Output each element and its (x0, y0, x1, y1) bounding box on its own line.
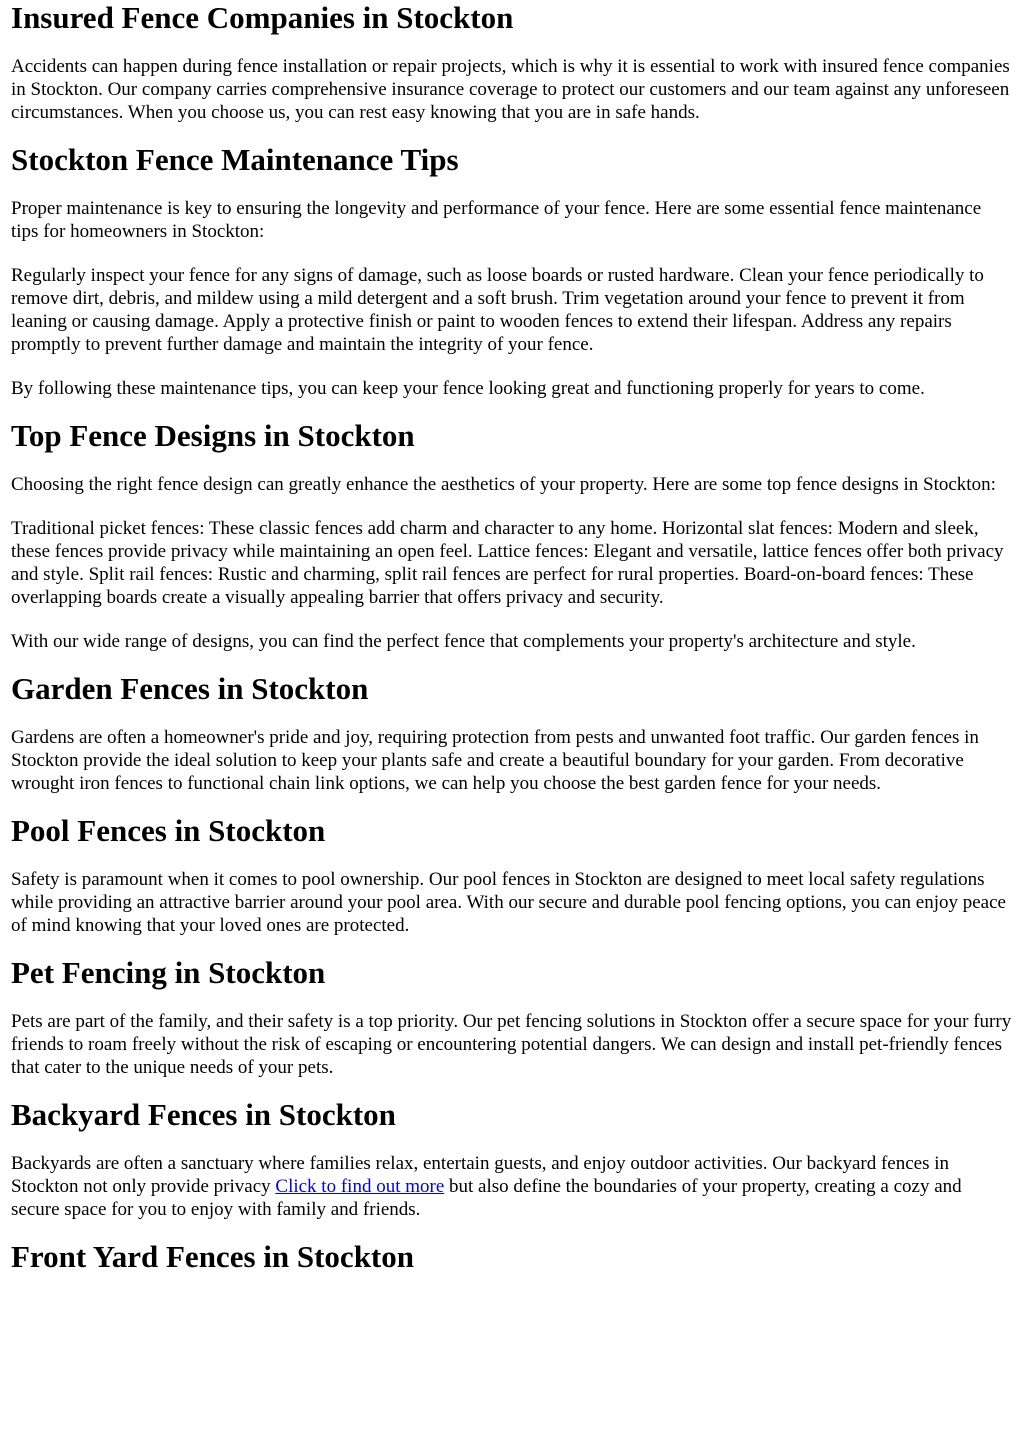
find-out-more-link[interactable]: Click to find out more (275, 1176, 445, 1197)
section-paragraph: Choosing the right fence design can greatly enhance the aesthetics of your property. Here are some top fence designs in Stockton: (11, 474, 996, 495)
section-heading: Front Yard Fences in Stockton (11, 1239, 414, 1274)
section-heading: Stockton Fence Maintenance Tips (11, 142, 459, 177)
section-maintenance-tips (11, 142, 1013, 400)
section-heading: Backyard Fences in Stockton (11, 1097, 396, 1132)
section-heading: Top Fence Designs in Stockton (11, 418, 415, 453)
section-paragraph (11, 1152, 1013, 1221)
section-paragraph: With our wide range of designs, you can find the perfect fence that complements your property's architecture and style. (11, 631, 916, 652)
section-heading: Garden Fences in Stockton (11, 671, 369, 706)
section-paragraph: Safety is paramount when it comes to pool ownership. Our pool fences in Stockton are designed to meet local safety regulations while providing an attractive barrier around your pool area. With our secure and durable pool fencing options, you can enjoy peace of mind knowing that your loved ones are protected. (11, 869, 1006, 936)
section-paragraph: By following these maintenance tips, you can keep your fence looking great and functioning properly for years to come. (11, 378, 925, 399)
section-top-fence-designs (11, 418, 1013, 653)
section-pet-fencing (11, 955, 1013, 1079)
section-heading: Pool Fences in Stockton (11, 813, 326, 848)
section-backyard-fences (11, 1097, 1013, 1221)
section-pool-fences (11, 813, 1013, 937)
section-garden-fences (11, 671, 1013, 795)
section-paragraph: Traditional picket fences: These classic fences add charm and character to any home. Horizontal slat fences: Modern and sleek, these fences provide privacy while maintaining an open feel. Lattice fences: Elegant and versatile, lattice fences offer both privacy and style. Split rail fences: Rustic and charming, split rail fences are perfect for rural properties. Board-on-board fences: These overlapping boards create a visually appealing barrier that offers privacy and security. (11, 518, 1004, 608)
section-heading: Pet Fencing in Stockton (11, 955, 326, 990)
paragraph-text-before-link: Backyards are often a sanctuary where families relax, entertain guests, and enjoy outdoor activities. Our backyard fences in Stockton not only provide privacy (11, 1153, 950, 1197)
section-front-yard-fences (11, 1239, 1013, 1275)
section-paragraph: Regularly inspect your fence for any signs of damage, such as loose boards or rusted hardware. Clean your fence periodically to remove dirt, debris, and mildew using a mild detergent and a soft brush. Trim vegetation around your fence to prevent it from leaning or causing damage. Apply a protective finish or paint to wooden fences to extend their lifespan. Address any repairs promptly to prevent further damage and maintain the integrity of your fence. (11, 265, 984, 355)
section-paragraph: Proper maintenance is key to ensuring the longevity and performance of your fence. Here are some essential fence maintenance tips for homeowners in Stockton: (11, 198, 982, 242)
section-paragraph: Gardens are often a homeowner's pride and joy, requiring protection from pests and unwanted foot traffic. Our garden fences in Stockton provide the ideal solution to keep your plants safe and create a beautiful boundary for your garden. From decorative wrought iron fences to functional chain link options, we can help you choose the best garden fence for your needs. (11, 727, 979, 794)
section-heading: Insured Fence Companies in Stockton (11, 0, 514, 35)
section-paragraph: Pets are part of the family, and their safety is a top priority. Our pet fencing solutions in Stockton offer a secure space for your furry friends to roam freely without the risk of escaping or encountering potential dangers. We can design and install pet-friendly fences that cater to the unique needs of your pets. (11, 1011, 1012, 1078)
paragraph-text-after-link: but also define the boundaries of your property, creating a cozy and secure space for you to enjoy with family and friends. (11, 1176, 962, 1220)
section-insured-fence-companies (11, 0, 1013, 124)
section-paragraph: Accidents can happen during fence installation or repair projects, which is why it is essential to work with insured fence companies in Stockton. Our company carries comprehensive insurance coverage to protect our customers and our team against any unforeseen circumstances. When you choose us, you can rest easy knowing that you are in safe hands. (11, 56, 1010, 123)
